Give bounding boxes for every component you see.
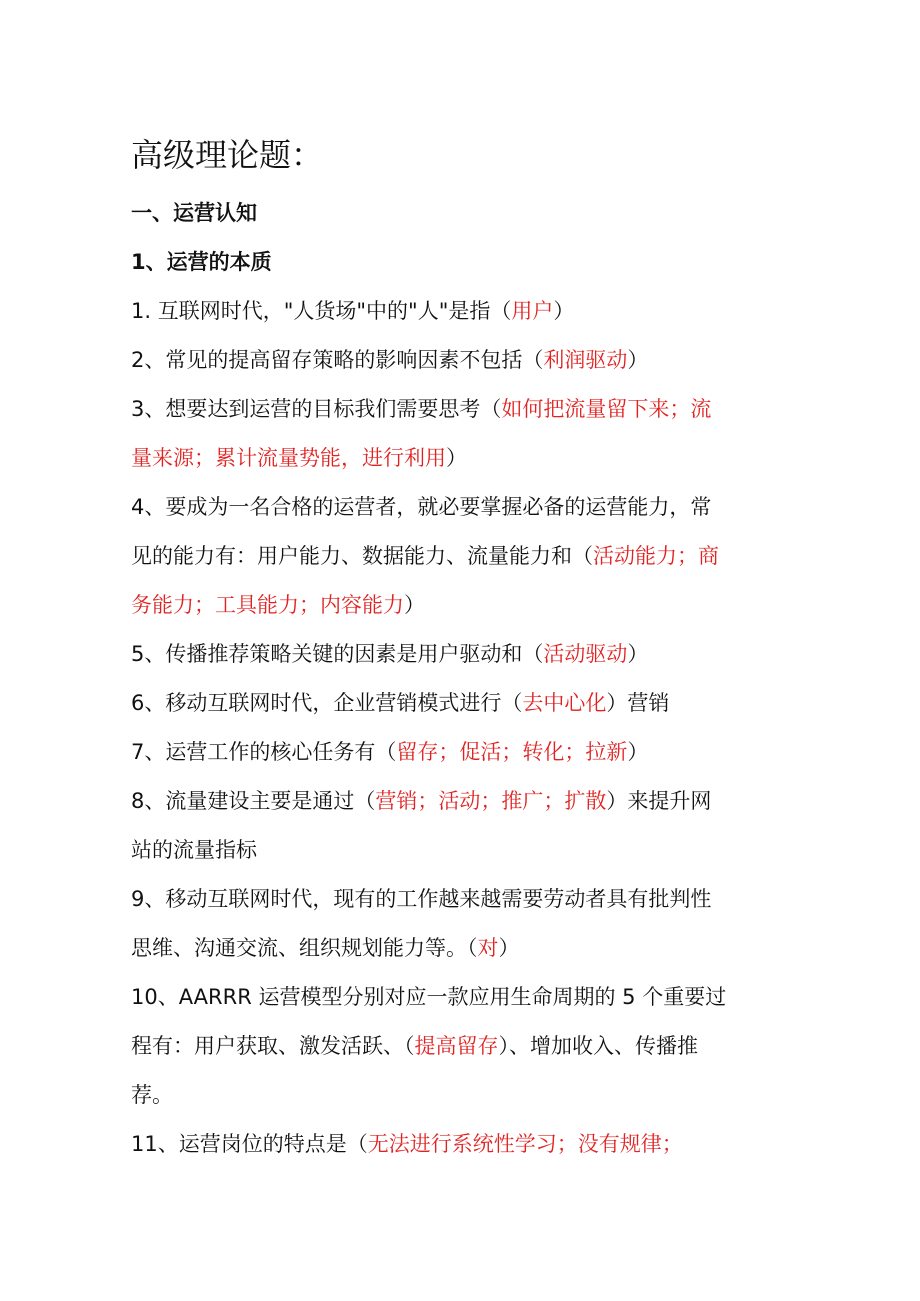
subsection-heading: 1、运营的本质: [131, 250, 272, 274]
question-prefix: 3、想要达到运营的目标我们需要思考（: [131, 397, 502, 421]
question-prefix: 6、移动互联网时代，企业营销模式进行（: [131, 691, 523, 715]
question-prefix: 8、流量建设主要是通过（: [131, 789, 376, 813]
question-answer: 对: [477, 936, 499, 960]
question-line: [131, 924, 791, 973]
question-prefix: 10、AARRR 运营模型分别对应一款应用生命周期的 5 个重要过: [131, 985, 727, 1009]
question-line: [131, 630, 791, 679]
question-line: [131, 287, 791, 336]
question-answer: 务能力；工具能力；内容能力: [131, 593, 404, 617]
question-item: [131, 336, 791, 385]
question-line: [131, 973, 791, 1022]
question-prefix: 5、传播推荐策略关键的因素是用户驱动和（: [131, 642, 544, 666]
question-suffix: ）: [498, 936, 520, 960]
question-line: [131, 532, 791, 581]
question-line: [131, 483, 791, 532]
question-line: [131, 728, 791, 777]
question-line: [131, 336, 791, 385]
page-title: 高级理论题：: [131, 136, 324, 174]
question-line: [131, 1022, 791, 1071]
question-answer: 营销；活动；推广；扩散: [375, 789, 607, 813]
question-prefix: 见的能力有：用户能力、数据能力、流量能力和（: [131, 544, 593, 568]
question-line: [131, 777, 791, 826]
question-line: [131, 581, 791, 630]
question-line: [131, 434, 791, 483]
question-suffix: ）: [627, 642, 649, 666]
question-item: [131, 679, 791, 728]
question-item: [131, 728, 791, 777]
section-heading: 一、运营认知: [131, 201, 257, 225]
question-line: [131, 826, 791, 875]
question-item: [131, 973, 791, 1120]
question-answer: 如何把流量留下来；流: [501, 397, 712, 421]
question-prefix: 11、运营岗位的特点是（: [131, 1132, 368, 1156]
question-answer: 留存；促活；转化；拉新: [396, 740, 628, 764]
question-item: [131, 630, 791, 679]
question-prefix: 7、运营工作的核心任务有（: [131, 740, 397, 764]
question-suffix: ）: [627, 740, 649, 764]
question-answer: 去中心化: [522, 691, 607, 715]
question-prefix: 9、移动互联网时代，现有的工作越来越需要劳动者具有批判性: [131, 887, 712, 911]
question-suffix: ）: [627, 348, 649, 372]
question-answer: 量来源；累计流量势能，进行利用: [131, 446, 446, 470]
question-suffix: ）: [446, 446, 467, 470]
question-answer: 用户: [511, 299, 554, 323]
question-item: [131, 875, 791, 973]
question-line: [131, 385, 791, 434]
question-prefix: 4、要成为一名合格的运营者，就必要掌握必备的运营能力，常: [131, 495, 712, 519]
question-answer: 无法进行系统性学习；没有规律；: [367, 1132, 683, 1156]
question-suffix: ）、增加收入、传播推: [498, 1034, 698, 1058]
question-prefix: 程有：用户获取、激发活跃、（: [131, 1034, 415, 1058]
question-item: [131, 385, 791, 483]
question-answer: 利润驱动: [543, 348, 628, 372]
question-suffix: ）营销: [606, 691, 670, 715]
question-item: [131, 483, 791, 630]
question-line: [131, 679, 791, 728]
question-answer: 提高留存: [414, 1034, 499, 1058]
question-item: [131, 777, 791, 875]
question-item: [131, 1120, 791, 1169]
question-line: [131, 1071, 791, 1120]
question-suffix: ）来提升网: [606, 789, 712, 813]
question-line: [131, 875, 791, 924]
question-item: [131, 287, 791, 336]
question-prefix: 站的流量指标: [131, 838, 257, 862]
question-line: [131, 1120, 791, 1169]
question-answer: 活动能力；商: [593, 544, 719, 568]
question-prefix: 1. 互联网时代，"人货场"中的"人"是指（: [131, 299, 512, 323]
question-answer: 活动驱动: [543, 642, 628, 666]
question-prefix: 2、常见的提高留存策略的影响因素不包括（: [131, 348, 544, 372]
question-prefix: 荐。: [131, 1083, 173, 1107]
question-suffix: ）: [553, 299, 575, 323]
question-prefix: 思维、沟通交流、组织规划能力等。（: [131, 936, 478, 960]
question-suffix: ）: [404, 593, 425, 617]
